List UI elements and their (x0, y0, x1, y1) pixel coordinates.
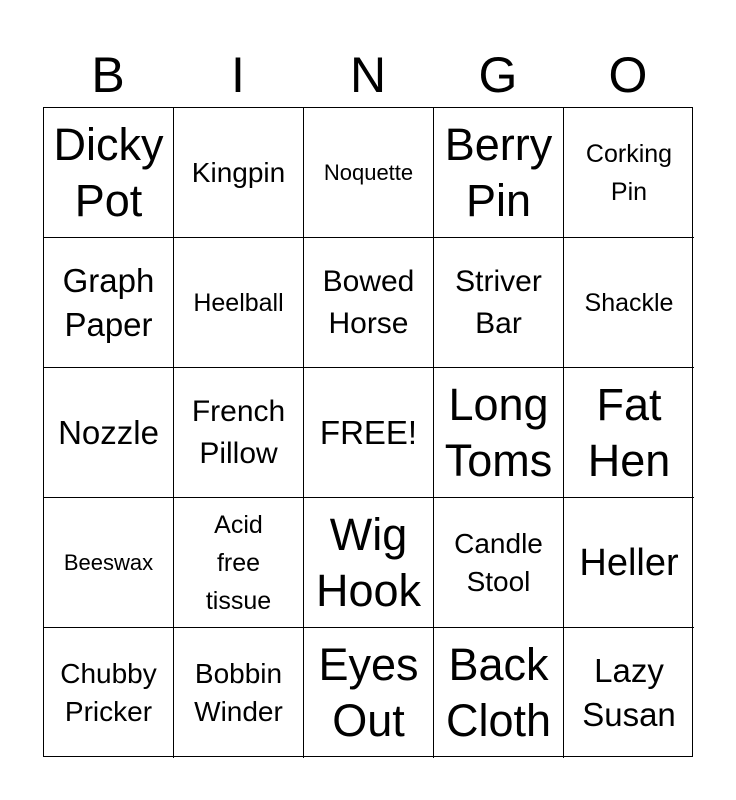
bingo-cell-r4-c4[interactable] (434, 498, 564, 628)
cell-label: Lazy Susan (582, 652, 676, 733)
bingo-cell-r1-c2[interactable] (174, 108, 304, 238)
bingo-cell-r5-c3[interactable] (304, 628, 434, 758)
cell-label: Bobbin Winder (194, 658, 283, 727)
bingo-cell-r1-c5[interactable] (564, 108, 694, 238)
cell-label: Dicky Pot (53, 118, 164, 226)
bingo-cell-r2-c1[interactable] (44, 238, 174, 368)
header-letter-b: B (91, 47, 125, 103)
cell-label: Beeswax (63, 549, 154, 575)
cell-label: Nozzle (58, 413, 159, 451)
header-letter-i: I (231, 47, 245, 103)
cell-label: Berry Pin (444, 118, 553, 226)
cell-label: Striver Bar (455, 264, 542, 340)
bingo-cell-r2-c2[interactable] (174, 238, 304, 368)
bingo-cell-r4-c3[interactable] (304, 498, 434, 628)
cell-label: Fat Hen (587, 378, 671, 486)
header-letter-g: G (478, 47, 518, 103)
bingo-cell-r5-c4[interactable] (434, 628, 564, 758)
cell-label: Heelball (193, 288, 284, 317)
bingo-cell-r3-c2[interactable] (174, 368, 304, 498)
bingo-cell-r4-c2[interactable] (174, 498, 304, 628)
bingo-cell-r4-c1[interactable] (44, 498, 174, 628)
bingo-cell-r5-c2[interactable] (174, 628, 304, 758)
cell-label: Heller (579, 541, 679, 584)
bingo-cell-r3-c4[interactable] (434, 368, 564, 498)
cell-label: Shackle (584, 288, 674, 317)
cell-label: Long Toms (444, 378, 553, 486)
bingo-cell-r2-c3[interactable] (304, 238, 434, 368)
bingo-cell-r2-c4[interactable] (434, 238, 564, 368)
bingo-board (43, 107, 693, 757)
cell-label: Corking Pin (585, 139, 673, 206)
cell-label: Noquette (323, 159, 414, 185)
cell-label: Graph Paper (62, 261, 155, 343)
bingo-header (43, 42, 693, 108)
cell-label: Candle Stool (454, 527, 543, 597)
bingo-cell-r4-c5[interactable] (564, 498, 694, 628)
bingo-cell-r1-c1[interactable] (44, 108, 174, 238)
bingo-cell-r1-c3[interactable] (304, 108, 434, 238)
cell-label: Chubby Pricker (60, 658, 157, 727)
cell-label: Acid free tissue (205, 510, 272, 615)
header-letter-o: O (608, 47, 648, 103)
bingo-cell-r5-c5[interactable] (564, 628, 694, 758)
bingo-cell-r3-c1[interactable] (44, 368, 174, 498)
free-space-label: FREE! (319, 413, 418, 451)
bingo-cell-r3-c3 free-space[interactable] (304, 368, 434, 498)
cell-label: Wig Hook (315, 508, 422, 616)
header-letter-n: N (349, 47, 387, 103)
cell-label: French Pillow (191, 394, 286, 470)
cell-label: Kingpin (191, 156, 286, 188)
bingo-cell-r5-c1[interactable] (44, 628, 174, 758)
cell-label: Bowed Horse (322, 264, 415, 340)
bingo-cell-r1-c4[interactable] (434, 108, 564, 238)
cell-label: Back Cloth (445, 639, 552, 746)
cell-label: Eyes Out (318, 639, 419, 746)
bingo-cell-r3-c5[interactable] (564, 368, 694, 498)
bingo-cell-r2-c5[interactable] (564, 238, 694, 368)
